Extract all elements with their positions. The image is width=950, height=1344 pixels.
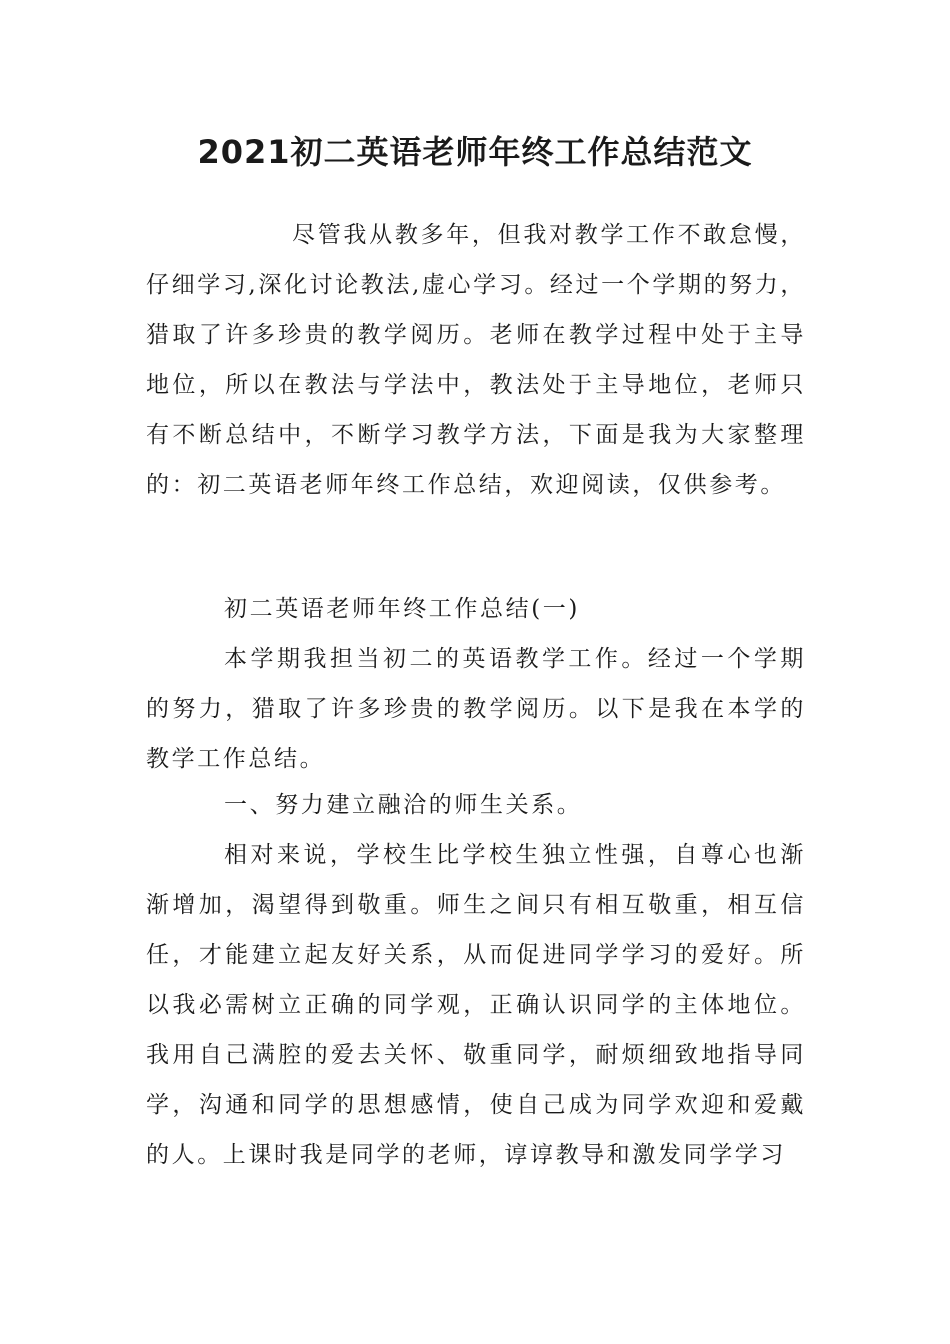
document-title: 2021初二英语老师年终工作总结范文 xyxy=(197,133,753,171)
section-heading-1: 一、努力建立融洽的师生关系。 xyxy=(224,792,583,818)
paragraph-2: 相对来说，学校生比学校生独立性强，自尊心也渐渐增加，渴望得到敬重。师生之间只有相互敬重，相互信任，才能建立起友好关系，从而促进同学学习的爱好。所以我必需树立正确的同学观，正确认识同学的主体地位。我用自己满腔的爱去关怀、敬重同学，耐烦细致地指导同学，沟通和同学的思想感情，使自己成为同学欢迎和爱戴的人。上课时我是同学的老师，谆谆教导和激发同学学习 xyxy=(146,842,806,1168)
intro-paragraph: 尽管我从教多年，但我对教学工作不敢怠慢，仔细学习,深化讨论教法,虚心学习。经过一个学期的努力，猎取了许多珍贵的教学阅历。老师在教学过程中处于主导地位，所以在教法与学法中，教法处于主导地位，老师只有不断总结中，不断学习教学方法，下面是我为大家整理的：初二英语老师年终工作总结，欢迎阅读，仅供参考。 xyxy=(146,222,806,498)
paragraph-1: 本学期我担当初二的英语教学工作。经过一个学期的努力，猎取了许多珍贵的教学阅历。以下是我在本学的教学工作总结。 xyxy=(146,646,806,772)
sub-heading: 初二英语老师年终工作总结(一) xyxy=(224,596,580,622)
